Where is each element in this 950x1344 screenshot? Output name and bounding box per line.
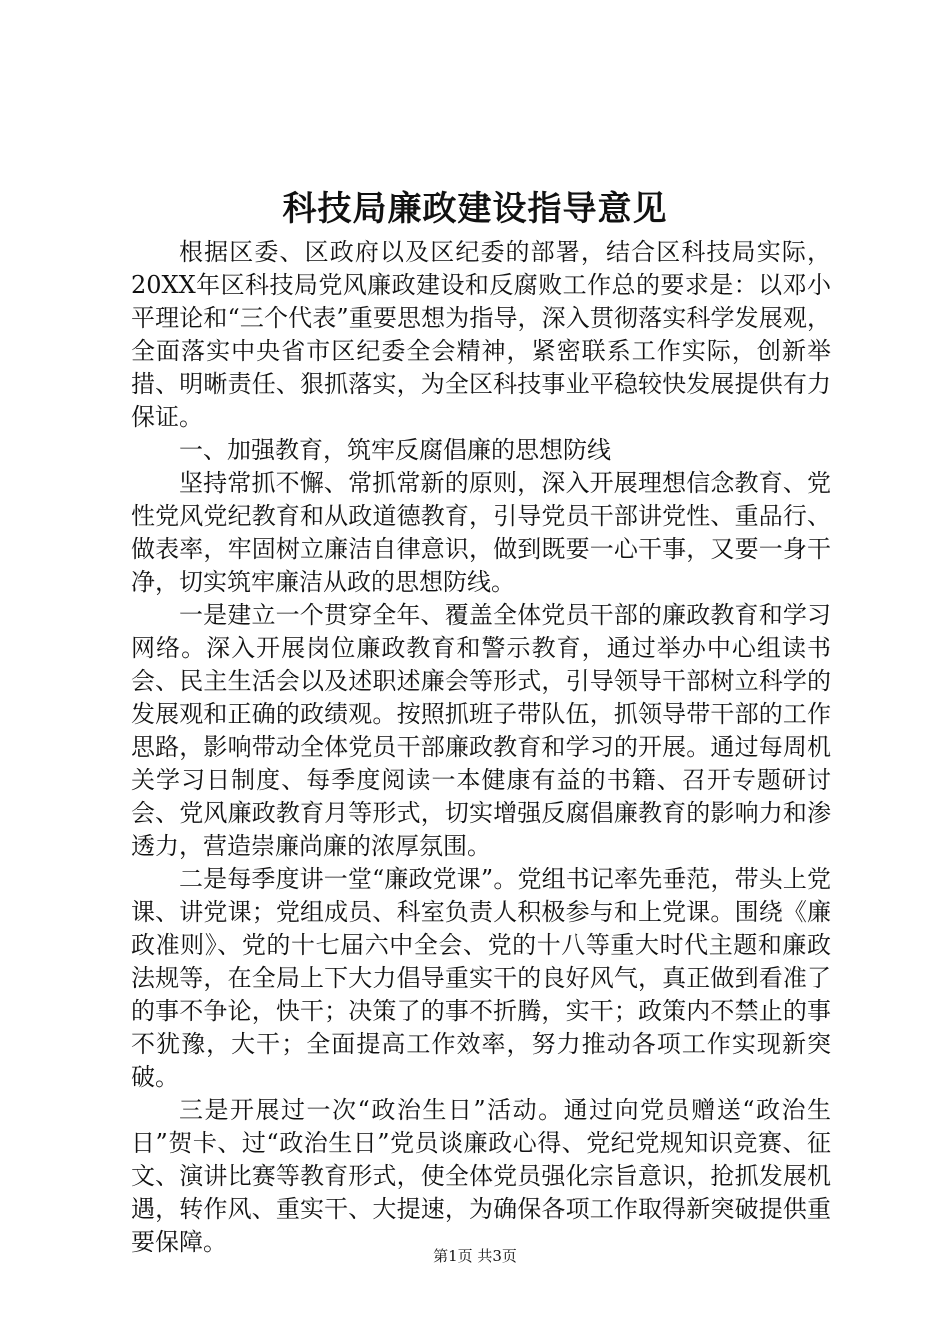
- document-body: [131, 236, 831, 1259]
- document-title: 科技局廉政建设指导意见: [282, 189, 668, 229]
- page-number: 第1页 共3页: [433, 1247, 517, 1265]
- section-heading-education: 一、加强教育，筑牢反腐倡廉的思想防线: [179, 436, 611, 464]
- paragraph-item-one: 一是建立一个贯穿全年、覆盖全体党员干部的廉政教育和学习网络。深入开展岗位廉政教育和警示教育，通过举办中心组读书会、民主生活会以及述职述廉会等形式，引导领导干部树立科学的发展观和正确的政绩观。按照抓班子带队伍，抓领导带干部的工作思路，影响带动全体党员干部廉政教育和学习的开展。通过每周机关学习日制度、每季度阅读一本健康有益的书籍、召开专题研讨会、党风廉政教育月等形式，切实增强反腐倡廉教育的影响力和渗透力，营造崇廉尚廉的浓厚氛围。: [131, 601, 831, 860]
- paragraph-item-two: 二是每季度讲一堂“廉政党课”。党组书记率先垂范，带头上党课、讲党课；党组成员、科室负责人积极参与和上党课。围绕《廉政准则》、党的十七届六中全会、党的十八等重大时代主题和廉政法规等，在全局上下大力倡导重实干的良好风气，真正做到看准了的事不争论，快干；决策了的事不折腾，实干；政策内不禁止的事不犹豫，大干；全面提高工作效率，努力推动各项工作实现新突破。: [131, 865, 831, 1091]
- paragraph-intro: 根据区委、区政府以及区纪委的部署，结合区科技局实际，20XX年区科技局党风廉政建设和反腐败工作总的要求是：以邓小平理论和“三个代表”重要思想为指导，深入贯彻落实科学发展观，全面落实中央省市区纪委全会精神，紧密联系工作实际，创新举措、明晰责任、狠抓落实，为全区科技事业平稳较快发展提供有力保证。: [131, 238, 831, 431]
- paragraph-item-three: 三是开展过一次“政治生日”活动。通过向党员赠送“政治生日”贺卡、过“政治生日”党员谈廉政心得、党纪党规知识竞赛、征文、演讲比赛等教育形式，使全体党员强化宗旨意识，抢抓发展机遇，转作风、重实干、大提速，为确保各项工作取得新突破提供重要保障。: [131, 1096, 831, 1256]
- paragraph-principle: 坚持常抓不懈、常抓常新的原则，深入开展理想信念教育、党性党风党纪教育和从政道德教育，引导党员干部讲党性、重品行、做表率，牢固树立廉洁自律意识，做到既要一心干事，又要一身干净，切实筑牢廉洁从政的思想防线。: [131, 469, 831, 596]
